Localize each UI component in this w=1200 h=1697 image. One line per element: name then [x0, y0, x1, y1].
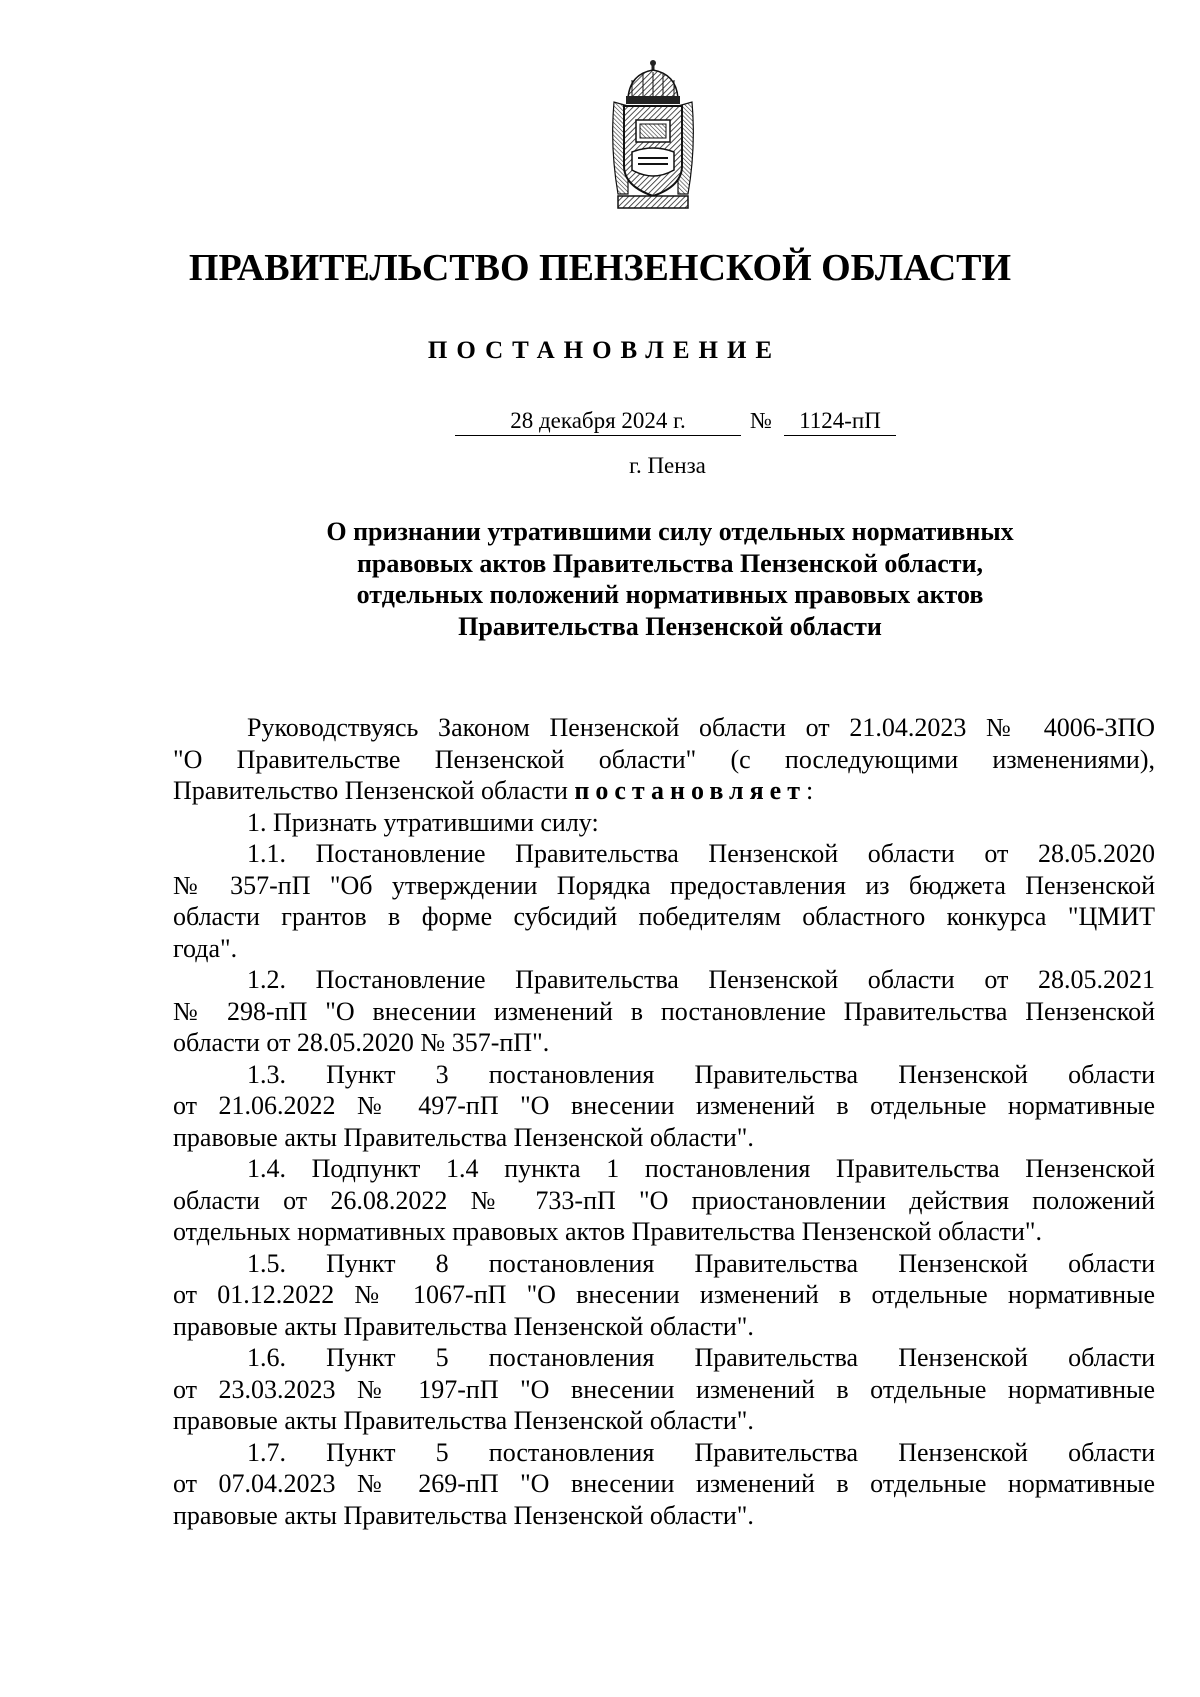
paragraph-line: правовые акты Правительства Пензенской области". — [173, 1406, 754, 1435]
item-paragraph — [173, 1437, 1155, 1532]
document-subject — [170, 516, 1170, 642]
item-paragraph — [173, 838, 1155, 964]
paragraph-line: от 23.03.2023 № 197-пП "О внесении изменений в отдельные нормативные — [173, 1374, 1155, 1404]
paragraph-line: 1. Признать утратившими силу: — [247, 807, 599, 837]
item-paragraph — [173, 1342, 1155, 1437]
paragraph-line: года". — [173, 933, 238, 963]
subject-line: Правительства Пензенской области — [458, 611, 882, 641]
number-sign: № — [750, 408, 772, 433]
paragraph-line: от 07.04.2023 № 269-пП "О внесении изменений в отдельные нормативные — [173, 1469, 1155, 1498]
authority-title: ПРАВИТЕЛЬСТВО ПЕНЗЕНСКОЙ ОБЛАСТИ — [188, 247, 1012, 289]
item-paragraph — [173, 1059, 1155, 1154]
paragraph-line: области от 28.05.2020 № 357-пП". — [173, 1028, 550, 1057]
paragraph-line: 1.1. Постановление Правительства Пензенской области от 28.05.2020 — [247, 839, 1155, 868]
item-paragraph — [173, 964, 1155, 1059]
paragraph-line: области грантов в форме субсидий победителям областного конкурса "ЦМИТ — [173, 902, 1155, 931]
paragraph-line: 1.4. Подпункт 1.4 пункта 1 постановления Правительства Пензенской — [247, 1154, 1155, 1183]
document-number: 1124-пП — [784, 407, 896, 436]
paragraph-line: отдельных нормативных правовых актов Правительства Пензенской области". — [173, 1217, 1043, 1246]
subject-line: отдельных положений нормативных правовых актов — [356, 580, 984, 609]
item-paragraph — [173, 807, 1155, 839]
preamble-last-start: Правительство Пензенской области — [173, 776, 575, 805]
paragraph-line: правовые акты Правительства Пензенской области". — [173, 1122, 754, 1152]
city-name: г. Пенза — [629, 453, 706, 478]
preamble-last-end: : — [805, 776, 814, 805]
paragraph-line: от 01.12.2022 № 1067-пП "О внесении изменений в отдельные нормативные — [173, 1280, 1155, 1309]
subject-line: правовых актов Правительства Пензенской области, — [356, 548, 984, 578]
paragraph-line: 1.2. Постановление Правительства Пензенской области от 28.05.2021 — [247, 965, 1155, 994]
subject-line: О признании утратившими силу отдельных нормативных — [326, 517, 1014, 546]
preamble-paragraph — [173, 712, 1155, 807]
penza-oblast-coat-of-arms-icon — [608, 58, 698, 212]
paragraph-line: Руководствуясь Законом Пензенской области от 21.04.2023 № 4006-ЗПО — [247, 713, 1155, 742]
paragraph-line: 1.3. Пункт 3 постановления Правительства Пензенской области — [247, 1059, 1155, 1089]
paragraph-line: области от 26.08.2022 № 733-пП "О приостановлении действия положений — [173, 1185, 1155, 1215]
paragraph-line: от 21.06.2022 № 497-пП "О внесении изменений в отдельные нормативные — [173, 1091, 1155, 1120]
paragraph-line: 1.7. Пункт 5 постановления Правительства Пензенской области — [247, 1437, 1155, 1467]
paragraph-line: правовые акты Правительства Пензенской области". — [173, 1500, 754, 1530]
paragraph-line: 1.5. Пункт 8 постановления Правительства Пензенской области — [247, 1248, 1155, 1278]
paragraph-line: правовые акты Правительства Пензенской области". — [173, 1311, 754, 1341]
document-date: 28 декабря 2024 г. — [455, 407, 741, 436]
paragraph-line: 1.6. Пункт 5 постановления Правительства Пензенской области — [247, 1343, 1155, 1372]
paragraph-line — [173, 775, 1155, 807]
item-paragraph — [173, 1248, 1155, 1343]
resolution-emphasis: постановляет — [574, 776, 806, 805]
paragraph-line: № 357-пП "Об утверждении Порядка предоставления из бюджета Пензенской — [173, 870, 1155, 900]
paragraph-line: "О Правительстве Пензенской области" (с последующими изменениями), — [173, 744, 1155, 774]
document-type: ПОСТАНОВЛЕНИЕ — [427, 337, 782, 364]
paragraph-line: № 298-пП "О внесении изменений в постановление Правительства Пензенской — [173, 996, 1155, 1026]
item-paragraph — [173, 1153, 1155, 1248]
document-body — [173, 712, 1155, 1531]
